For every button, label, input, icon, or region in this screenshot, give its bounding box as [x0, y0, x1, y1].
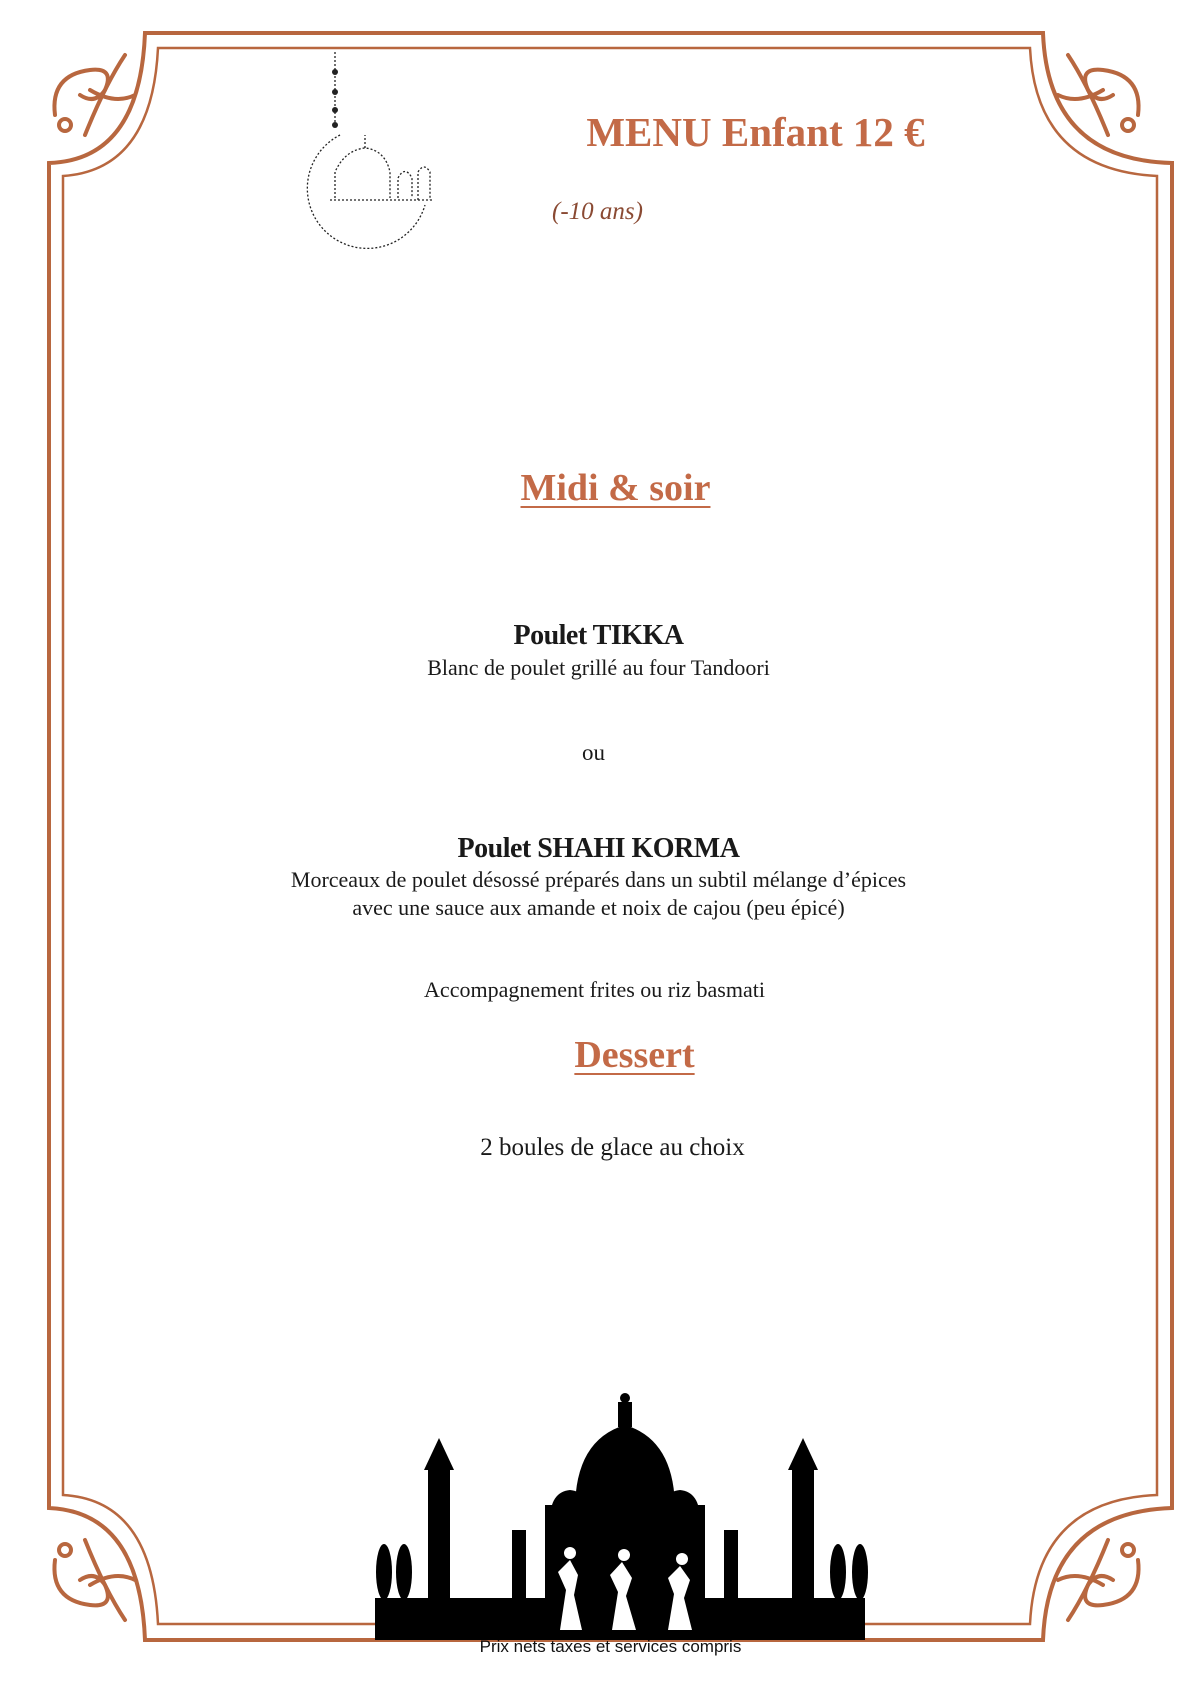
- section-heading-main: Midi & soir: [520, 467, 711, 509]
- dessert-item: 2 boules de glace au choix: [480, 1134, 745, 1161]
- dish-description-line: Blanc de poulet grillé au four Tandoori: [427, 655, 770, 680]
- choice-separator: ou: [582, 740, 605, 765]
- dish-description: [3, 654, 1191, 682]
- dish-name: Poulet TIKKA: [513, 620, 684, 651]
- dish-description-line: Morceaux de poulet désossé préparés dans un subtil mélange d’épices: [290, 867, 907, 892]
- dish-description: [3, 866, 1191, 922]
- section-heading-dessert: Dessert: [574, 1034, 695, 1076]
- footer-note: Prix nets taxes et services compris: [479, 1637, 742, 1656]
- dish-description-line: avec une sauce aux amande et noix de cajou (peu épicé): [352, 895, 845, 920]
- dish-name: Poulet SHAHI KORMA: [457, 833, 740, 864]
- side-dish-note: Accompagnement frites ou riz basmati: [424, 977, 765, 1002]
- menu-subtitle: (-10 ans): [552, 198, 643, 225]
- menu-title: MENU Enfant 12 €: [586, 109, 925, 155]
